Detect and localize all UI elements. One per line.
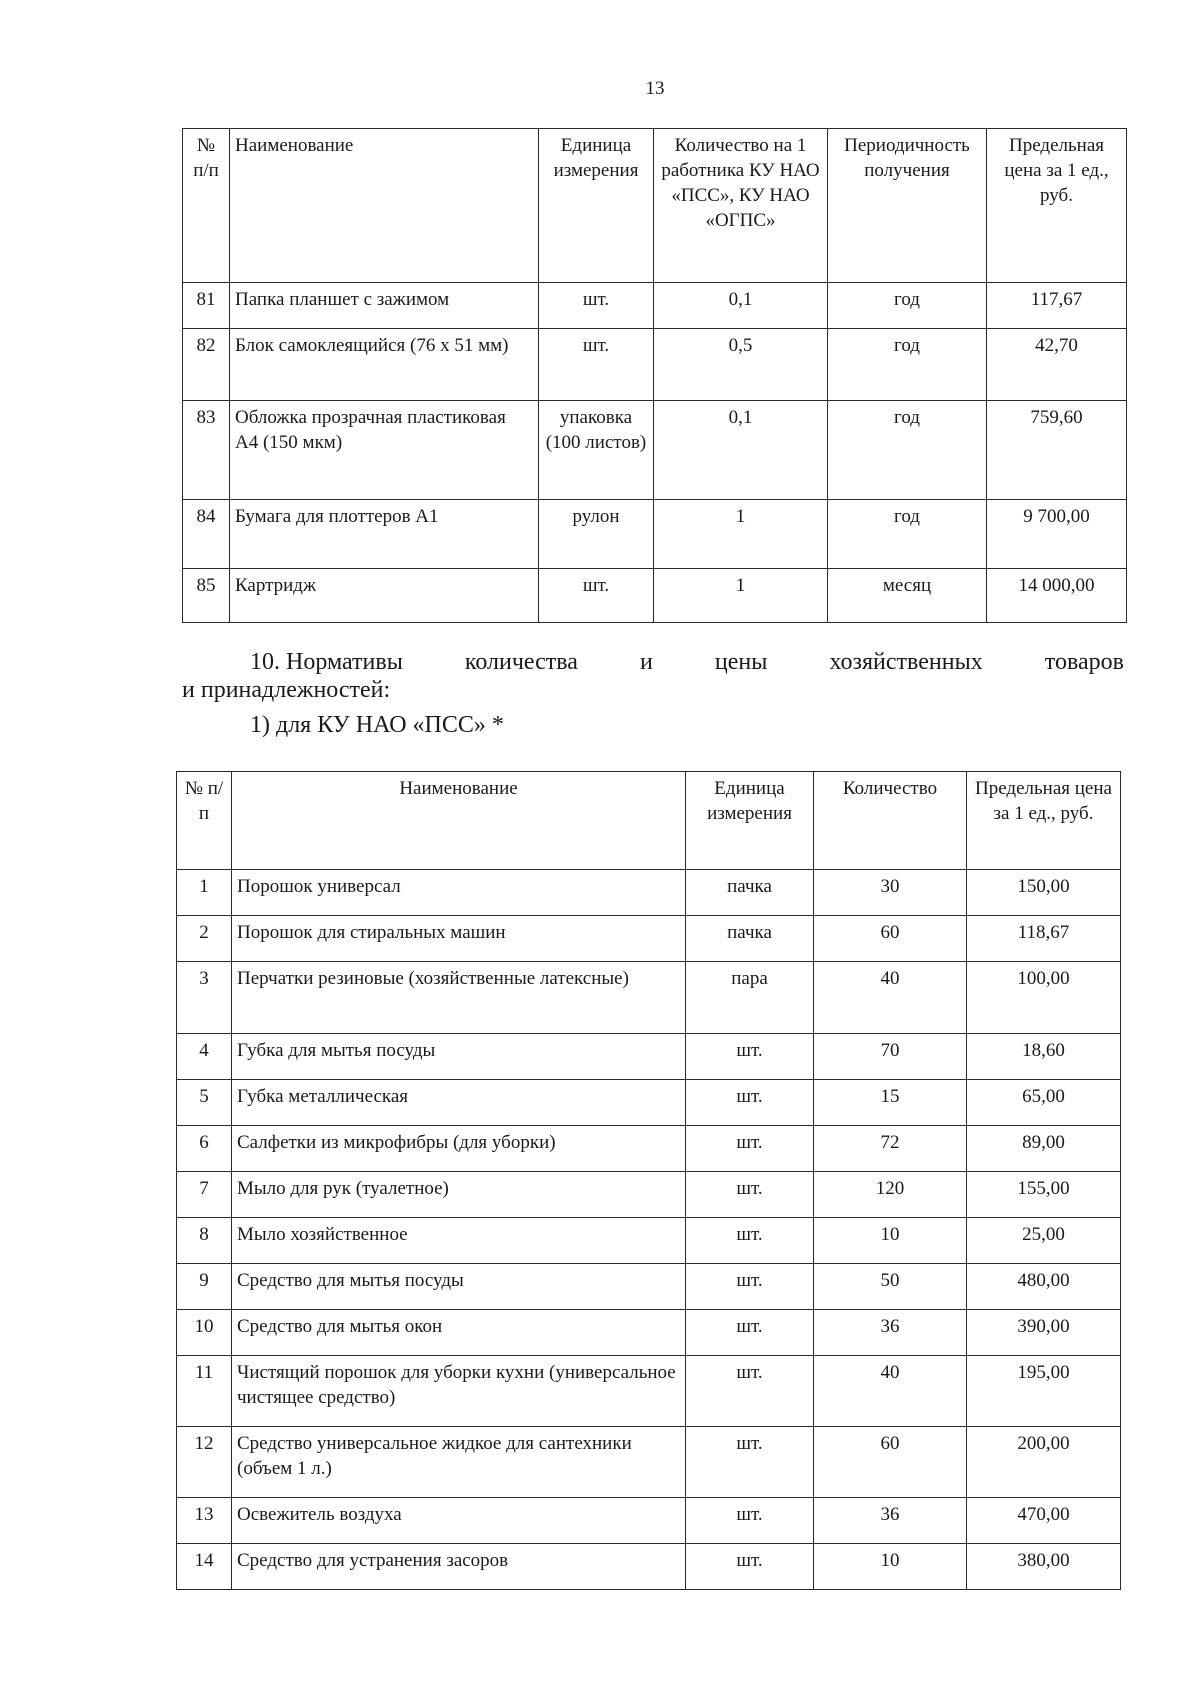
cell-price: 470,00: [967, 1498, 1121, 1544]
cell-unit: шт.: [539, 329, 654, 401]
cell-quantity: 36: [814, 1498, 967, 1544]
cell-number: 11: [177, 1356, 232, 1427]
cell-name: Средство для мытья посуды: [232, 1264, 686, 1310]
cell-number: 1: [177, 870, 232, 916]
cell-price: 150,00: [967, 870, 1121, 916]
cell-price: 759,60: [987, 401, 1127, 500]
header-name: Наименование: [232, 772, 686, 870]
section-subheading: 1) для КУ НАО «ПСС» *: [250, 712, 504, 738]
header-unit: Единица измерения: [686, 772, 814, 870]
table-row: [177, 916, 1121, 962]
header-number: № п/п: [183, 129, 230, 283]
table-row: [177, 1356, 1121, 1427]
cell-price: 25,00: [967, 1218, 1121, 1264]
cell-unit: пачка: [686, 916, 814, 962]
cell-price: 195,00: [967, 1356, 1121, 1427]
table-household-goods: [176, 771, 1121, 1590]
header-number: № п/п: [177, 772, 232, 870]
cell-quantity: 40: [814, 962, 967, 1034]
cell-unit: шт.: [539, 283, 654, 329]
heading-word: 10. Нормативы: [250, 649, 403, 675]
cell-quantity: 1: [654, 569, 828, 623]
cell-number: 6: [177, 1126, 232, 1172]
cell-name: Губка металлическая: [232, 1080, 686, 1126]
cell-unit: шт.: [686, 1544, 814, 1590]
table-row: [183, 283, 1127, 329]
cell-quantity: 36: [814, 1310, 967, 1356]
cell-price: 390,00: [967, 1310, 1121, 1356]
cell-quantity: 0,1: [654, 283, 828, 329]
cell-unit: шт.: [686, 1310, 814, 1356]
cell-price: 14 000,00: [987, 569, 1127, 623]
cell-name: Мыло для рук (туалетное): [232, 1172, 686, 1218]
cell-quantity: 60: [814, 916, 967, 962]
cell-number: 9: [177, 1264, 232, 1310]
cell-price: 117,67: [987, 283, 1127, 329]
cell-unit: шт.: [686, 1498, 814, 1544]
cell-unit: упаковка (100 листов): [539, 401, 654, 500]
cell-unit: шт.: [686, 1427, 814, 1498]
cell-number: 84: [183, 500, 230, 569]
cell-price: 380,00: [967, 1544, 1121, 1590]
cell-price: 9 700,00: [987, 500, 1127, 569]
cell-name: Салфетки из микрофибры (для уборки): [232, 1126, 686, 1172]
table-row: [177, 1080, 1121, 1126]
header-unit: Единица измерения: [539, 129, 654, 283]
heading-word: хозяйственных: [829, 649, 983, 675]
section-heading: [182, 648, 1124, 704]
cell-price: 18,60: [967, 1034, 1121, 1080]
cell-name: Мыло хозяйственное: [232, 1218, 686, 1264]
cell-quantity: 50: [814, 1264, 967, 1310]
cell-name: Освежитель воздуха: [232, 1498, 686, 1544]
heading-line-2: и принадлежностей:: [182, 677, 391, 703]
heading-word: и: [640, 649, 653, 675]
cell-periodicity: год: [828, 329, 987, 401]
header-price: Предельная цена за 1 ед., руб.: [967, 772, 1121, 870]
cell-price: 155,00: [967, 1172, 1121, 1218]
cell-quantity: 10: [814, 1544, 967, 1590]
header-periodicity: Периодичность получения: [828, 129, 987, 283]
table-row: [177, 870, 1121, 916]
cell-unit: шт.: [686, 1264, 814, 1310]
cell-price: 65,00: [967, 1080, 1121, 1126]
cell-name: Чистящий порошок для уборки кухни (универсальное чистящее средство): [232, 1356, 686, 1427]
cell-name: Папка планшет с зажимом: [230, 283, 539, 329]
cell-number: 5: [177, 1080, 232, 1126]
cell-number: 4: [177, 1034, 232, 1080]
cell-quantity: 0,1: [654, 401, 828, 500]
header-quantity: Количество: [814, 772, 967, 870]
cell-quantity: 72: [814, 1126, 967, 1172]
cell-periodicity: год: [828, 283, 987, 329]
cell-quantity: 10: [814, 1218, 967, 1264]
cell-number: 82: [183, 329, 230, 401]
cell-name: Средство универсальное жидкое для сантехники (объем 1 л.): [232, 1427, 686, 1498]
heading-word: товаров: [1044, 649, 1124, 675]
cell-number: 7: [177, 1172, 232, 1218]
cell-number: 2: [177, 916, 232, 962]
cell-name: Средство для устранения засоров: [232, 1544, 686, 1590]
cell-quantity: 0,5: [654, 329, 828, 401]
cell-number: 83: [183, 401, 230, 500]
cell-name: Обложка прозрачная пластиковая А4 (150 мкм): [230, 401, 539, 500]
table-row: [177, 1218, 1121, 1264]
table-row: [177, 1126, 1121, 1172]
cell-unit: пачка: [686, 870, 814, 916]
cell-price: 100,00: [967, 962, 1121, 1034]
header-price: Предельная цена за 1 ед., руб.: [987, 129, 1127, 283]
table-row: [183, 569, 1127, 623]
cell-number: 12: [177, 1427, 232, 1498]
cell-price: 480,00: [967, 1264, 1121, 1310]
cell-quantity: 40: [814, 1356, 967, 1427]
cell-unit: шт.: [686, 1126, 814, 1172]
cell-price: 118,67: [967, 916, 1121, 962]
cell-quantity: 60: [814, 1427, 967, 1498]
cell-name: Губка для мытья посуды: [232, 1034, 686, 1080]
cell-unit: шт.: [686, 1080, 814, 1126]
page-number: 13: [645, 78, 665, 99]
cell-number: 10: [177, 1310, 232, 1356]
table-row: [177, 1264, 1121, 1310]
cell-price: 89,00: [967, 1126, 1121, 1172]
heading-word: количества: [464, 649, 578, 675]
cell-quantity: 70: [814, 1034, 967, 1080]
table-row: [177, 1172, 1121, 1218]
cell-number: 14: [177, 1544, 232, 1590]
cell-quantity: 15: [814, 1080, 967, 1126]
table-row: [177, 1427, 1121, 1498]
cell-name: Картридж: [230, 569, 539, 623]
table-row: [183, 401, 1127, 500]
cell-number: 3: [177, 962, 232, 1034]
table-row: [177, 962, 1121, 1034]
heading-word: цены: [714, 649, 768, 675]
table-row: [183, 329, 1127, 401]
cell-number: 85: [183, 569, 230, 623]
cell-name: Порошок для стиральных машин: [232, 916, 686, 962]
cell-name: Бумага для плоттеров А1: [230, 500, 539, 569]
table-row: [177, 1034, 1121, 1080]
cell-unit: шт.: [686, 1218, 814, 1264]
cell-quantity: 120: [814, 1172, 967, 1218]
table-header-row: [177, 772, 1121, 870]
header-quantity: Количество на 1 работника КУ НАО «ПСС», КУ НАО «ОГПС»: [654, 129, 828, 283]
cell-unit: шт.: [686, 1034, 814, 1080]
cell-number: 81: [183, 283, 230, 329]
cell-price: 200,00: [967, 1427, 1121, 1498]
table-row: [177, 1310, 1121, 1356]
cell-unit: шт.: [686, 1356, 814, 1427]
cell-quantity: 30: [814, 870, 967, 916]
cell-name: Перчатки резиновые (хозяйственные латексные): [232, 962, 686, 1034]
cell-name: Порошок универсал: [232, 870, 686, 916]
table-row: [177, 1544, 1121, 1590]
table-office-supplies: [182, 128, 1127, 623]
table-row: [183, 500, 1127, 569]
cell-periodicity: год: [828, 500, 987, 569]
cell-name: Блок самоклеящийся (76 х 51 мм): [230, 329, 539, 401]
cell-number: 13: [177, 1498, 232, 1544]
cell-price: 42,70: [987, 329, 1127, 401]
cell-periodicity: год: [828, 401, 987, 500]
cell-unit: пара: [686, 962, 814, 1034]
table-header-row: [183, 129, 1127, 283]
cell-name: Средство для мытья окон: [232, 1310, 686, 1356]
cell-number: 8: [177, 1218, 232, 1264]
cell-unit: шт.: [686, 1172, 814, 1218]
cell-periodicity: месяц: [828, 569, 987, 623]
cell-unit: рулон: [539, 500, 654, 569]
header-name: Наименование: [230, 129, 539, 283]
cell-quantity: 1: [654, 500, 828, 569]
cell-unit: шт.: [539, 569, 654, 623]
table-row: [177, 1498, 1121, 1544]
